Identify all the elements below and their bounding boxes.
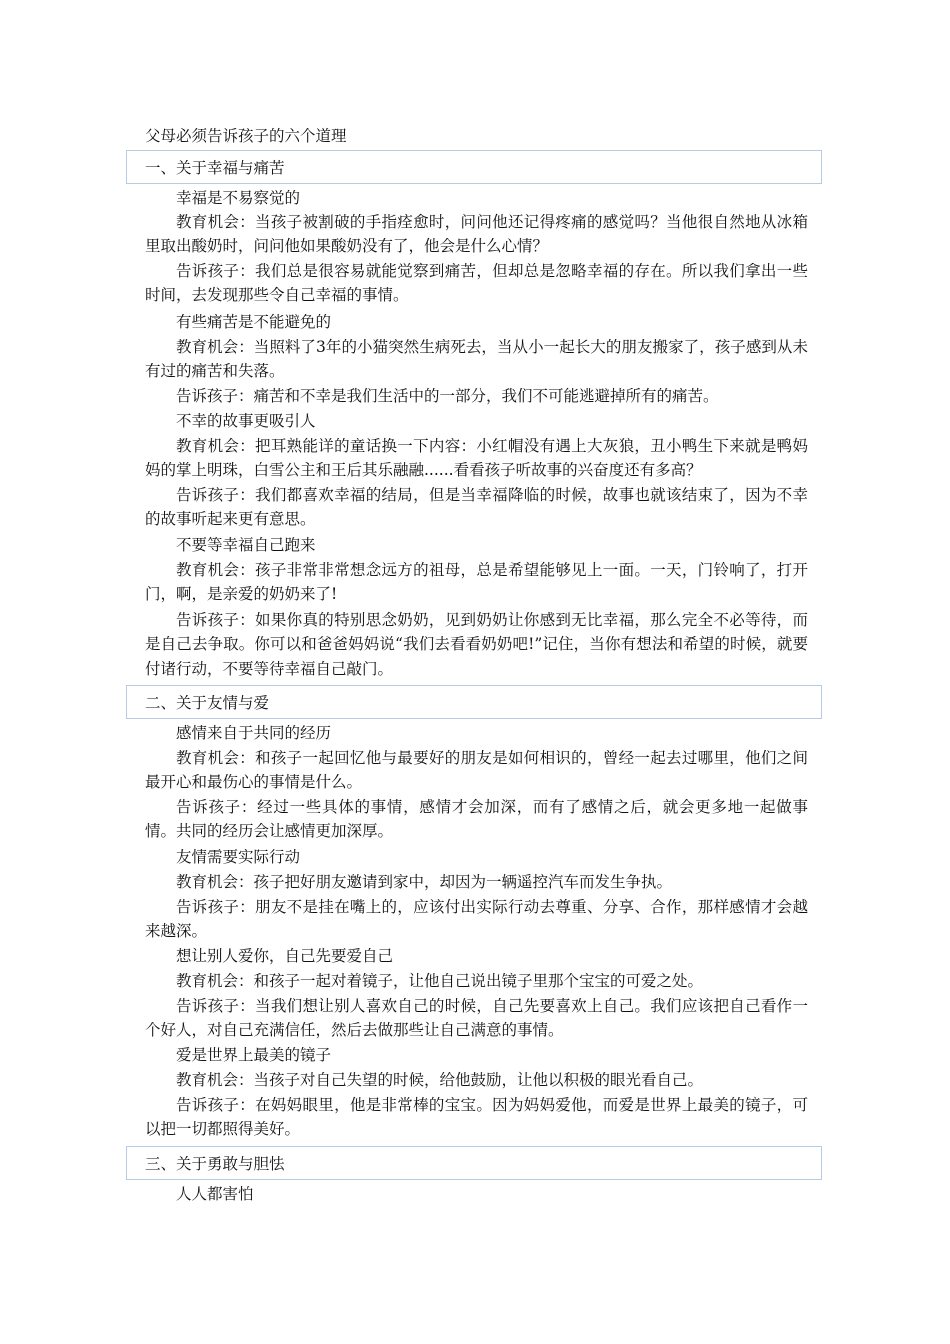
subheading: 人人都害怕 <box>176 1185 254 1203</box>
paragraph: 教育机会：孩子把好朋友邀请到家中，却因为一辆遥控汽车而发生争执。 <box>176 873 673 891</box>
paragraph: 告诉孩子：我们总是很容易就能觉察到痛苦，但却总是忽略幸福的存在。所以我们拿出一些时间，去发现那些令自己幸福的事情。 <box>145 262 808 305</box>
subheading: 感情来自于共同的经历 <box>176 724 332 742</box>
paragraph: 教育机会：当孩子对自己失望的时候，给他鼓励，让他以积极的眼光看自己。 <box>176 1071 704 1089</box>
section-heading: 三、关于勇敢与胆怯 <box>145 1155 285 1173</box>
paragraph: 教育机会：和孩子一起对着镜子，让他自己说出镜子里那个宝宝的可爱之处。 <box>176 972 704 990</box>
subheading: 爱是世界上最美的镜子 <box>176 1046 332 1064</box>
section-heading-box <box>126 150 822 184</box>
section-heading-box <box>126 1146 822 1180</box>
paragraph: 告诉孩子：当我们想让别人喜欢自己的时候，自己先要喜欢上自己。我们应该把自己看作一个好人，对自己充满信任，然后去做那些让自己满意的事情。 <box>145 997 808 1040</box>
subheading: 幸福是不易察觉的 <box>176 189 301 207</box>
document-title: 父母必须告诉孩子的六个道理 <box>145 127 347 145</box>
subheading: 有些痛苦是不能避免的 <box>176 313 332 331</box>
paragraph: 教育机会：把耳熟能详的童话换一下内容：小红帽没有遇上大灰狼，丑小鸭生下来就是鸭妈妈的掌上明珠，白雪公主和王后其乐融融......看看孩子听故事的兴奋度还有多高？ <box>145 437 808 480</box>
subheading: 友情需要实际行动 <box>176 848 301 866</box>
paragraph: 告诉孩子：朋友不是挂在嘴上的，应该付出实际行动去尊重、分享、合作，那样感情才会越来越深。 <box>145 898 808 941</box>
paragraph: 告诉孩子：经过一些具体的事情，感情才会加深，而有了感情之后，就会更多地一起做事情。共同的经历会让感情更加深厚。 <box>145 798 808 841</box>
paragraph: 教育机会：孩子非常非常想念远方的祖母，总是希望能够见上一面。一天，门铃响了，打开门，啊，是亲爱的奶奶来了! <box>145 561 808 604</box>
subheading: 不幸的故事更吸引人 <box>176 412 316 430</box>
paragraph: 告诉孩子：如果你真的特别思念奶奶，见到奶奶让你感到无比幸福，那么完全不必等待，而是自己去争取。你可以和爸爸妈妈说“我们去看看奶奶吧!”记住，当你有想法和希望的时候，就要付诸行动，不要等待幸福自己敲门。 <box>145 611 808 678</box>
paragraph: 教育机会：和孩子一起回忆他与最要好的朋友是如何相识的，曾经一起去过哪里，他们之间最开心和最伤心的事情是什么。 <box>145 749 808 792</box>
paragraph: 告诉孩子：痛苦和不幸是我们生活中的一部分，我们不可能逃避掉所有的痛苦。 <box>176 387 719 405</box>
paragraph: 教育机会：当孩子被割破的手指痊愈时，问问他还记得疼痛的感觉吗？当他很自然地从冰箱里取出酸奶时，问问他如果酸奶没有了，他会是什么心情？ <box>145 213 808 256</box>
section-heading-box <box>126 685 822 719</box>
section-heading: 一、关于幸福与痛苦 <box>145 159 285 177</box>
paragraph: 告诉孩子：我们都喜欢幸福的结局，但是当幸福降临的时候，故事也就该结束了，因为不幸的故事听起来更有意思。 <box>145 486 808 529</box>
subheading: 不要等幸福自己跑来 <box>176 536 316 554</box>
paragraph: 告诉孩子：在妈妈眼里，他是非常棒的宝宝。因为妈妈爱他，而爱是世界上最美的镜子，可以把一切都照得美好。 <box>145 1096 808 1139</box>
subheading: 想让别人爱你，自己先要爱自己 <box>176 947 394 965</box>
paragraph: 教育机会：当照料了3年的小猫突然生病死去，当从小一起长大的朋友搬家了，孩子感到从未有过的痛苦和失落。 <box>145 338 808 381</box>
section-heading: 二、关于友情与爱 <box>145 694 270 712</box>
